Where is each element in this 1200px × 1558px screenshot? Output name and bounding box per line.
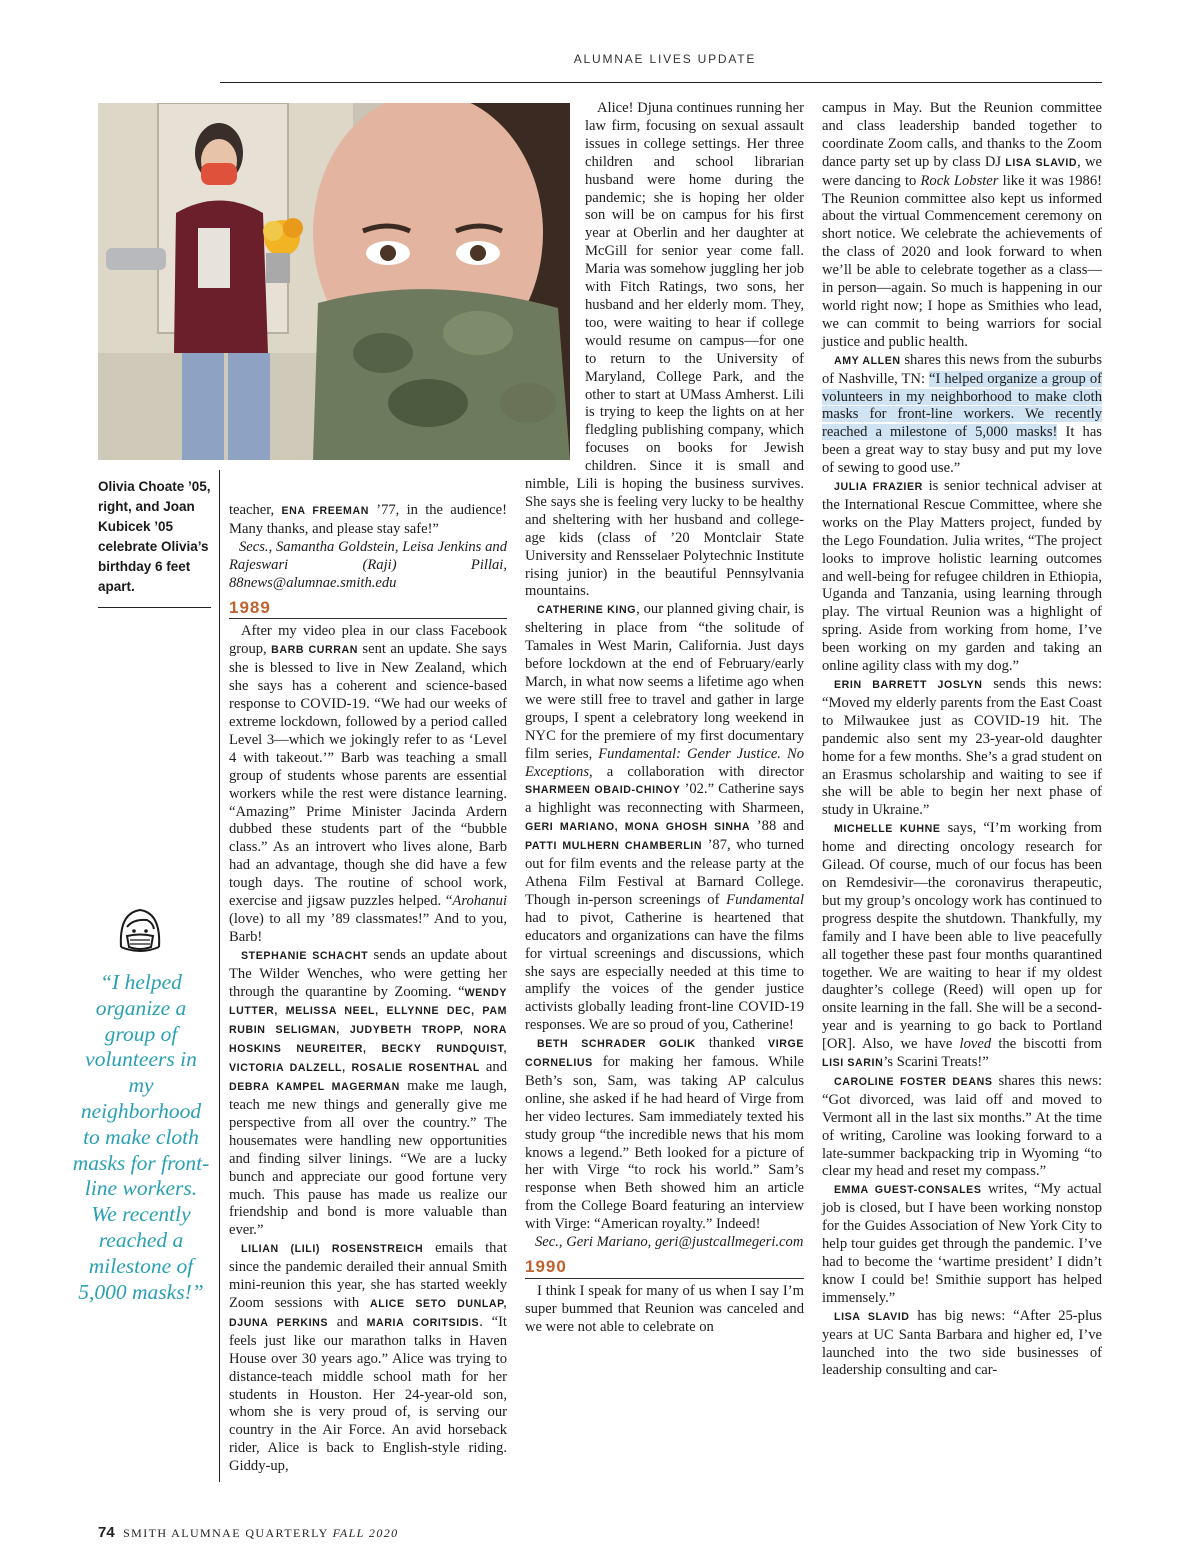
caption-rule bbox=[98, 607, 211, 608]
photo-two-women-masks bbox=[98, 103, 570, 460]
alumna-name: VIRGE CORNELIUS bbox=[525, 1038, 804, 1070]
photo-caption: Olivia Choate ’05, right, and Joan Kubicek ’05 celebrate Olivia’s birthday 6 feet apart. bbox=[98, 479, 211, 594]
alumna-name: EMMA GUEST-CONSALES bbox=[834, 1184, 982, 1197]
alumna-name: ENA FREEMAN bbox=[281, 505, 369, 517]
masked-face-icon bbox=[113, 903, 167, 957]
column-2 bbox=[525, 100, 804, 1337]
alumna-name: DEBRA KAMPEL MAGERMAN bbox=[229, 1081, 400, 1094]
alumna-name: ERIN BARRETT JOSLYN bbox=[834, 679, 983, 691]
class-year-heading: 1990 bbox=[525, 1257, 567, 1276]
alumna-names: GERI MARIANO, MONA GHOSH SINHA bbox=[525, 821, 751, 834]
column-3 bbox=[822, 100, 1102, 1380]
paragraph: Alice! Djuna continues running her law firm, focusing on sexual assault issues in college settings. Her three children and school librarian husband were home during the pandemic; she is hoping her older son will be on campus for his first year at Oberlin and her daughter at McGill for senior year come fall. Maria was somehow juggling her job with Fitch Ratings, two sons, her husband and her elderly mom. They, too, were waiting to hear if college would resume on campus—for one to return to the University of Maryland, College Park, and the other to start at UMass Amherst. Lili is trying to keep the lights on at her fledgling publishing company, which focuses on books for Jewish children. Since it is small and nimble, Lili is hoping the business survives. She says she is feeling very lucky to be healthy and sheltering with her husband and college-age kids (class of ’20 Montclair State University and Rensselaer Polytechnic Institute rising junior) in the beautiful Pennsylvania mountains. bbox=[525, 100, 804, 600]
page-number: 74 bbox=[98, 1524, 115, 1541]
year-rule bbox=[229, 618, 507, 619]
alumna-name: LISA SLAVID bbox=[834, 1310, 910, 1323]
alumna-name: LILIAN (LILI) ROSENSTREICH bbox=[241, 1243, 424, 1256]
alumna-name: SHARMEEN OBAID-CHINOY bbox=[525, 784, 681, 797]
alumna-name: STEPHANIE SCHACHT bbox=[241, 949, 369, 962]
publication-name: SMITH ALUMNAE QUARTERLY bbox=[123, 1526, 329, 1540]
paragraph: CATHERINE KING, our planned giving chair, is sheltering in place from “the solitude of Tamales in West Marin, California. Just days before lockdown at the end of February/early March, in what now seems a lifetime ago when we were still free to travel and gather in large groups, I spent a celebratory long weekend in NYC for the premiere of my first documentary film series, Fundamental: Gender Justice. No Exceptions, a collaboration with director SHARMEEN OBAID-CHINOY ’02.” Catherine says a highlight was reconnecting with Sharmeen, GERI MARIANO, MONA GHOSH SINHA ’88 and PATTI MULHERN CHAMBERLIN ’87, who turned out for film events and the release party at the Athena Film Festival at Barnard College. Though in-person screenings of Fundamental had to pivot, Catherine is heartened that educators and organizations can have the films for virtual screenings and discussions, which she says are especially needed at this time to amplify the voices of the gender justice activists globally leading front-line COVID-19 responses. We are so proud of you, Catherine! bbox=[525, 601, 805, 1034]
alumna-names: WENDY LUTTER, MELISSA NEEL, ELLYNNE DEC, PAM RUBIN SELIGMAN, JUDYBETH TROPP, NORA HOSKINS NEUREITER, BECKY RUNDQUIST, VICTORIA DALZELL, ROSALIE ROSENTHAL bbox=[229, 986, 507, 1075]
column-rule bbox=[219, 470, 220, 1482]
class-year-heading: 1989 bbox=[229, 597, 271, 617]
paragraph: LISA SLAVID has big news: “After 25-plus years at UC Santa Barbara and higher ed, I’ve launched into the two side businesses of leadership consulting and car- bbox=[822, 1307, 1102, 1379]
paragraph: MICHELLE KUHNE says, “I’m working from home and directing oncology research for Gilead. Of course, much of our focus has been on Remdesivir—the coronavirus therapeutic, but my group’s oncology work has continued to progress despite the shutdown. Thankfully, my family and I have been able to live peacefully all together these past four months quarantined together. We are waiting to hear if my oldest daughter’s college (Reed) will open up for onsite learning in the fall. She will be a second-year and is yearning to go back to Portland [OR]. Also, we have loved the biscotti from LISI SARIN’s Scarini Treats!” bbox=[822, 820, 1103, 1071]
paragraph: campus in May. But the Reunion committee and class leadership banded together to coordinate Zoom calls, and thanks to the Zoom dance party set up by class DJ LISA SLAVID, we were dancing to Rock Lobster like it was 1986! The Reunion committee also kept us informed about the virtual Commencement ceremony on short notice. We celebrate the achievements of the class of 2020 and look forward to when we’ll be able to celebrate together as a class—in person—again. So much is happening in our world right now; I hope as Smithies who lead, we can commit to being warriors for social justice and public health. bbox=[822, 100, 1102, 350]
paragraph: EMMA GUEST-CONSALES writes, “My actual job is closed, but I have been working nonstop for the Guides Association of New York City to help tour guides get through the pandemic. I’ve had to become the ‘wartime president’ I didn’t know I could be! Smithie support has helped immensely.” bbox=[822, 1181, 1102, 1306]
paragraph: BETH SCHRADER GOLIK thanked VIRGE CORNELIUS for making her famous. While Beth’s son, Sam, was taking AP calculus online, she asked if he had heard of Virge from her video lectures. Sam immediately texted his study group “the incredible news that his mom knows a legend.” Beth looked for a picture of her with Virge “to rock his world.” Sam’s response when Beth showed him an article from the College Board featuring an interview with Virge: “American royalty.” Indeed! bbox=[525, 1035, 804, 1233]
alumna-name: MARIA CORITSIDIS bbox=[366, 1316, 480, 1329]
alumna-name: AMY ALLEN bbox=[834, 354, 901, 367]
alumna-name: PATTI MULHERN CHAMBERLIN bbox=[525, 840, 703, 853]
paragraph: LILIAN (LILI) ROSENSTREICH emails that since the pandemic derailed their annual Smith mini-reunion this year, she has started weekly Zoom sessions with ALICE SETO DUNLAP, DJUNA PERKINS and MARIA CORITSIDIS. “It feels just like our marathon talks in Haven House over 30 years ago.” Alice was trying to distance-teach middle school math for her students in Houston. Her 24-year-old son, whom she is very proud of, is serving our country in the Air Force. An avid horseback rider, Alice is back to English-style riding. Giddy-up, bbox=[229, 1240, 508, 1475]
class-secretary-signature: Sec., Geri Mariano, geri@justcallmegeri.com bbox=[535, 1234, 804, 1251]
photo-wrap-spacer bbox=[525, 100, 585, 475]
pullquote: “I helped organize a group of volunteers in my neighborhood to make cloth masks for front-line workers. We recently reached a milestone of 5,000 masks!” bbox=[72, 970, 210, 1304]
paragraph: teacher, ENA FREEMAN ’77, in the audience! Many thanks, and please stay safe!” bbox=[229, 502, 507, 537]
paragraph: AMY ALLEN shares this news from the suburbs of Nashville, TN: “I helped organize a group of volunteers in my neighborhood to make cloth masks for front-line workers. We recently reached a milestone of 5,000 masks! It has been a great way to stay busy and put my love of sewing to good use.” bbox=[822, 351, 1103, 477]
highlighted-quote: “I helped organize a group of volunteers in my neighborhood to make cloth masks for front-line workers. We recently reached a milestone of 5,000 masks! bbox=[822, 370, 1102, 441]
class-secretaries-signature: Secs., Samantha Goldstein, Leisa Jenkins and Rajeswari (Raji) Pillai, 88news@alumnae.smith.edu bbox=[229, 538, 507, 591]
column-1 bbox=[229, 502, 507, 1476]
year-rule bbox=[525, 1278, 804, 1279]
alumna-name: MICHELLE KUHNE bbox=[834, 823, 941, 836]
section-label: ALUMNAE LIVES UPDATE bbox=[573, 52, 757, 66]
paragraph: STEPHANIE SCHACHT sends an update about The Wilder Wenches, who were getting her through the quarantine by Zooming. “WENDY LUTTER, MELISSA NEEL, ELLYNNE DEC, PAM RUBIN SELIGMAN, JUDYBETH TROPP, NORA HOSKINS NEUREITER, BECKY RUNDQUIST, VICTORIA DALZELL, ROSALIE ROSENTHAL and DEBRA KAMPEL MAGERMAN make me laugh, teach me new things and generally give me perspective from all over the country.” The housemates were handling new opportunities and finding silver linings. “We are a lucky bunch and appreciate our good fortune very much. This pause has made us realize our friendship and bond is more valuable than ever.” bbox=[229, 946, 508, 1239]
alumna-name: LISA SLAVID bbox=[1005, 156, 1078, 169]
paragraph: I think I speak for many of us when I say I’m super bummed that Reunion was canceled and we were not able to celebrate on bbox=[525, 1282, 804, 1335]
paragraph: JULIA FRAZIER is senior technical adviser at the International Rescue Committee, where she works on the Play Matters project, funded by the Lego Foundation. Julia writes, “The project looks to improve holistic learning outcomes and well-being for refugee children in Ethiopia, Uganda and Tanzania, using learning through play. The virtual Reunion was a highlight of spring. Aside from working from home, I’ve been working on my garden and taking an online agility class with my dog.” bbox=[822, 478, 1102, 675]
paragraph: CAROLINE FOSTER DEANS shares this news: “Got divorced, was laid off and moved to Vermont all in the last six months.” At the time of writing, Caroline was looking forward to a late-summer backpacking trip in Wyoming “to clear my head and reset my compass.” bbox=[822, 1072, 1102, 1180]
paragraph: ERIN BARRETT JOSLYN sends this news: “Moved my elderly parents from the East Coast to Milwaukee just as COVID-19 hit. The pandemic also sent my 23-year-old daughter home for a few months. She’s a grad student on an Erasmus scholarship and waiting to see if she will be able to begin her next phase of study in Ukraine.” bbox=[822, 676, 1103, 819]
alumna-name: CAROLINE FOSTER DEANS bbox=[834, 1075, 993, 1088]
alumna-name: LISI SARIN bbox=[822, 1057, 884, 1070]
issue-label: FALL 2020 bbox=[332, 1526, 399, 1540]
alumna-name: JULIA FRAZIER bbox=[834, 481, 923, 494]
page-footer bbox=[98, 1524, 399, 1541]
alumna-name: BARB CURRAN bbox=[271, 644, 358, 657]
paragraph: After my video plea in our class Facebook group, BARB CURRAN sent an update. She says she is blessed to live in New Zealand, which she says has a coherent and science-based response to COVID-19. “We had our weeks of extreme lockdown, followed by a period called Level 3—which we jokingly refer to as ‘Level 4 with takeout.’” Barb was teaching a small group of students whose parents are essential workers while the rest were distance learning. “Amazing” Prime Minister Jacinda Ardern dubbed these students part of the “bubble class.” As an introvert who lives alone, Barb had an advantage, though she did have a few tough days. The routine of school work, exercise and jigsaw puzzles helped. “Arohanui (love) to all my ’89 classmates!” And to you, Barb! bbox=[229, 623, 507, 945]
alumna-name: BETH SCHRADER GOLIK bbox=[537, 1038, 696, 1051]
alumna-names: ALICE SETO DUNLAP, DJUNA PERKINS bbox=[229, 1297, 507, 1329]
alumna-name: CATHERINE KING bbox=[537, 604, 637, 617]
header-rule bbox=[220, 82, 1102, 83]
